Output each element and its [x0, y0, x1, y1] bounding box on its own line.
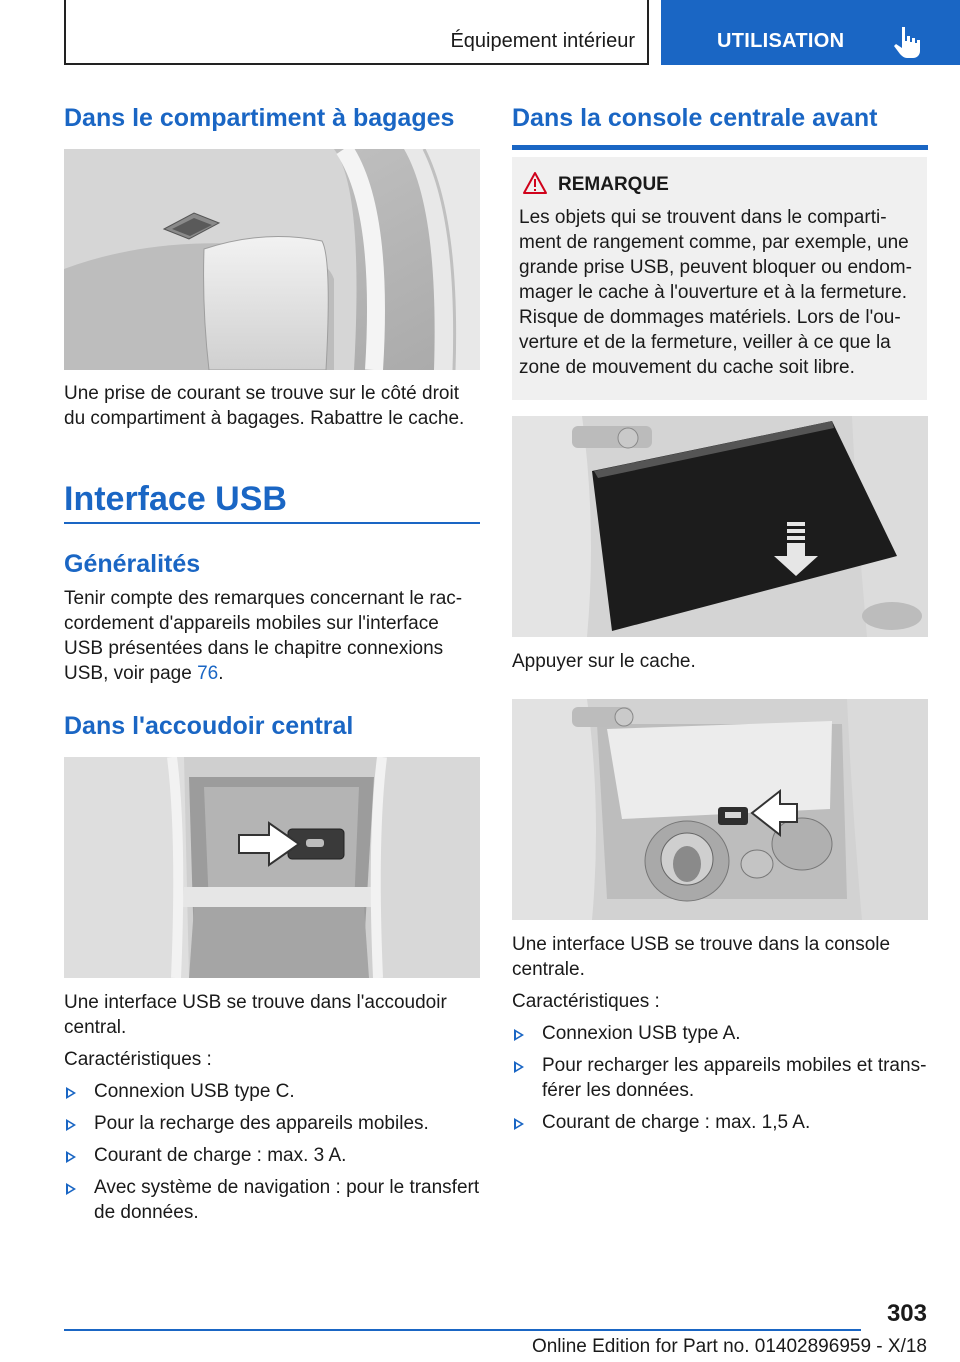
text-line: USB, voir page 76.	[64, 663, 224, 684]
page-link[interactable]: 76	[197, 663, 219, 684]
heading-rule	[512, 145, 928, 150]
list-item: Pour la recharge des appareils mobiles.	[64, 1111, 484, 1136]
header-chapter-title: UTILISATION	[717, 30, 845, 52]
list-item: Connexion USB type A.	[512, 1021, 932, 1046]
text-line: Une interface USB se trouve dans l'accoudoir	[64, 992, 447, 1013]
note-title: REMARQUE	[558, 174, 669, 195]
triangle-bullet-icon	[66, 1119, 76, 1131]
press-cover-text: Appuyer sur le cache.	[512, 651, 696, 672]
features-label: Caractéristiques :	[512, 991, 660, 1012]
text-line: Une prise de courant se trouve sur le côté droit	[64, 383, 459, 404]
console-cover-image	[512, 416, 928, 637]
text-line: Risque de dommages matériels. Lors de l'ou‐	[519, 307, 901, 328]
text-line: Une interface USB se trouve dans la console	[512, 934, 891, 955]
text-line: du compartiment à bagages. Rabattre le cache.	[64, 408, 465, 429]
triangle-bullet-icon	[66, 1151, 76, 1163]
console-usb-image	[512, 699, 928, 920]
warning-triangle-icon	[522, 171, 548, 195]
footer-rule	[64, 1329, 861, 1331]
footer-edition: Online Edition for Part no. 01402896959 - X/18	[531, 1336, 927, 1357]
armrest-usb-image	[64, 757, 480, 978]
trunk-outlet-image	[64, 149, 480, 370]
heading-usb-interface: Interface USB	[64, 480, 287, 518]
hand-pointer-icon	[893, 24, 923, 58]
text-line: Tenir compte des remarques concernant le rac‐	[64, 588, 463, 609]
list-item: Pour recharger les appareils mobiles et trans‐ férer les données.	[512, 1053, 932, 1103]
note-box	[512, 157, 927, 400]
triangle-bullet-icon	[66, 1087, 76, 1099]
heading-rule	[64, 522, 480, 524]
triangle-bullet-icon	[514, 1118, 524, 1130]
triangle-bullet-icon	[514, 1061, 524, 1073]
header-chapter-tab[interactable]	[661, 0, 960, 65]
list-item: Avec système de navigation : pour le transfert de données.	[64, 1175, 484, 1225]
text-line: cordement d'appareils mobiles sur l'interface	[64, 613, 439, 634]
text-line: central.	[64, 1017, 127, 1038]
note-body	[519, 205, 924, 380]
armrest-paragraph	[64, 990, 447, 1040]
triangle-bullet-icon	[514, 1029, 524, 1041]
text-line: Les objets qui se trouvent dans le comparti‐	[519, 207, 887, 228]
text-line: grande prise USB, peuvent bloquer ou endom‐	[519, 257, 912, 278]
heading-armrest: Dans l'accoudoir central	[64, 712, 354, 740]
list-item: Courant de charge : max. 3 A.	[64, 1143, 484, 1168]
text-line: verture et de la fermeture, veiller à ce que la	[519, 332, 891, 353]
features-label: Caractéristiques :	[64, 1049, 212, 1070]
header-section-box	[64, 0, 649, 65]
text-line: mager le cache à l'ouverture et à la fermeture.	[519, 282, 908, 303]
console-paragraph	[512, 932, 890, 982]
general-paragraph	[64, 586, 462, 686]
text-line: zone de mouvement du cache soit libre.	[519, 357, 855, 378]
console-feature-list	[512, 1021, 932, 1142]
trunk-paragraph	[64, 381, 464, 431]
list-item: Courant de charge : max. 1,5 A.	[512, 1110, 932, 1135]
armrest-feature-list	[64, 1079, 484, 1232]
heading-center-console: Dans la console centrale avant	[512, 104, 878, 132]
heading-general: Généralités	[64, 550, 201, 578]
text-line: USB présentées dans le chapitre connexions	[64, 638, 444, 659]
heading-trunk: Dans le compartiment à bagages	[64, 104, 455, 132]
list-item: Connexion USB type C.	[64, 1079, 484, 1104]
page-number: 303	[886, 1300, 927, 1327]
text-line: ment de rangement comme, par exemple, une	[519, 232, 909, 253]
triangle-bullet-icon	[66, 1183, 76, 1195]
text-line: centrale.	[512, 959, 585, 980]
header-section-title: Équipement intérieur	[450, 30, 635, 52]
